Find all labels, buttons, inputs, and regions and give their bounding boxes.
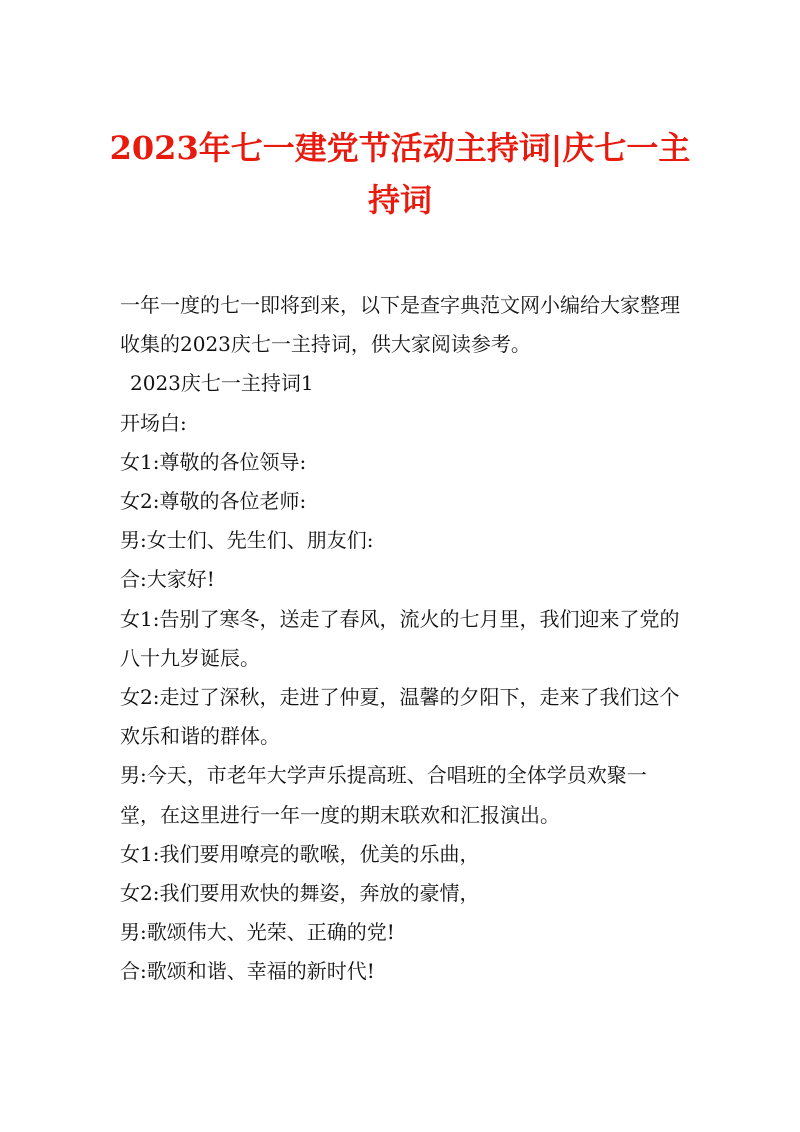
paragraph-line: 开场白: [120,410,187,435]
document-title: 2023年七一建党节活动主持词|庆七一主持词 [109,129,691,219]
paragraph-line: 男:歌颂伟大、光荣、正确的党! [120,920,395,945]
paragraph-line: 合:歌颂和谐、幸福的新时代! [120,959,375,984]
paragraph-line: 男:今天，市老年大学声乐提高班、合唱班的全体学员欢聚一堂，在这里进行一年一度的期末联欢和汇报演出。 [120,763,647,827]
section-heading: 2023庆七一主持词1 [130,371,314,396]
paragraph-line: 女1:告别了寒冬，送走了春风，流火的七月里，我们迎来了党的八十九岁诞辰。 [120,606,680,670]
document-body [120,286,680,992]
paragraph-line: 女2:我们要用欢快的舞姿，奔放的豪情， [120,881,480,906]
paragraph-line: 女1:尊敬的各位领导: [120,449,307,474]
paragraph-line: 女1:我们要用嘹亮的歌喉，优美的乐曲， [120,841,480,866]
paragraph-intro: 一年一度的七一即将到来，以下是查字典范文网小编给大家整理收集的2023庆七一主持词，供大家阅读参考。 [120,293,680,357]
paragraph-line: 合:大家好! [120,567,215,592]
paragraph-line: 女2:走过了深秋，走进了仲夏，温馨的夕阳下，走来了我们这个欢乐和谐的群体。 [120,685,680,749]
paragraph-line: 女2:尊敬的各位老师: [120,489,307,514]
paragraph-line: 男:女士们、先生们、朋友们: [120,528,374,553]
